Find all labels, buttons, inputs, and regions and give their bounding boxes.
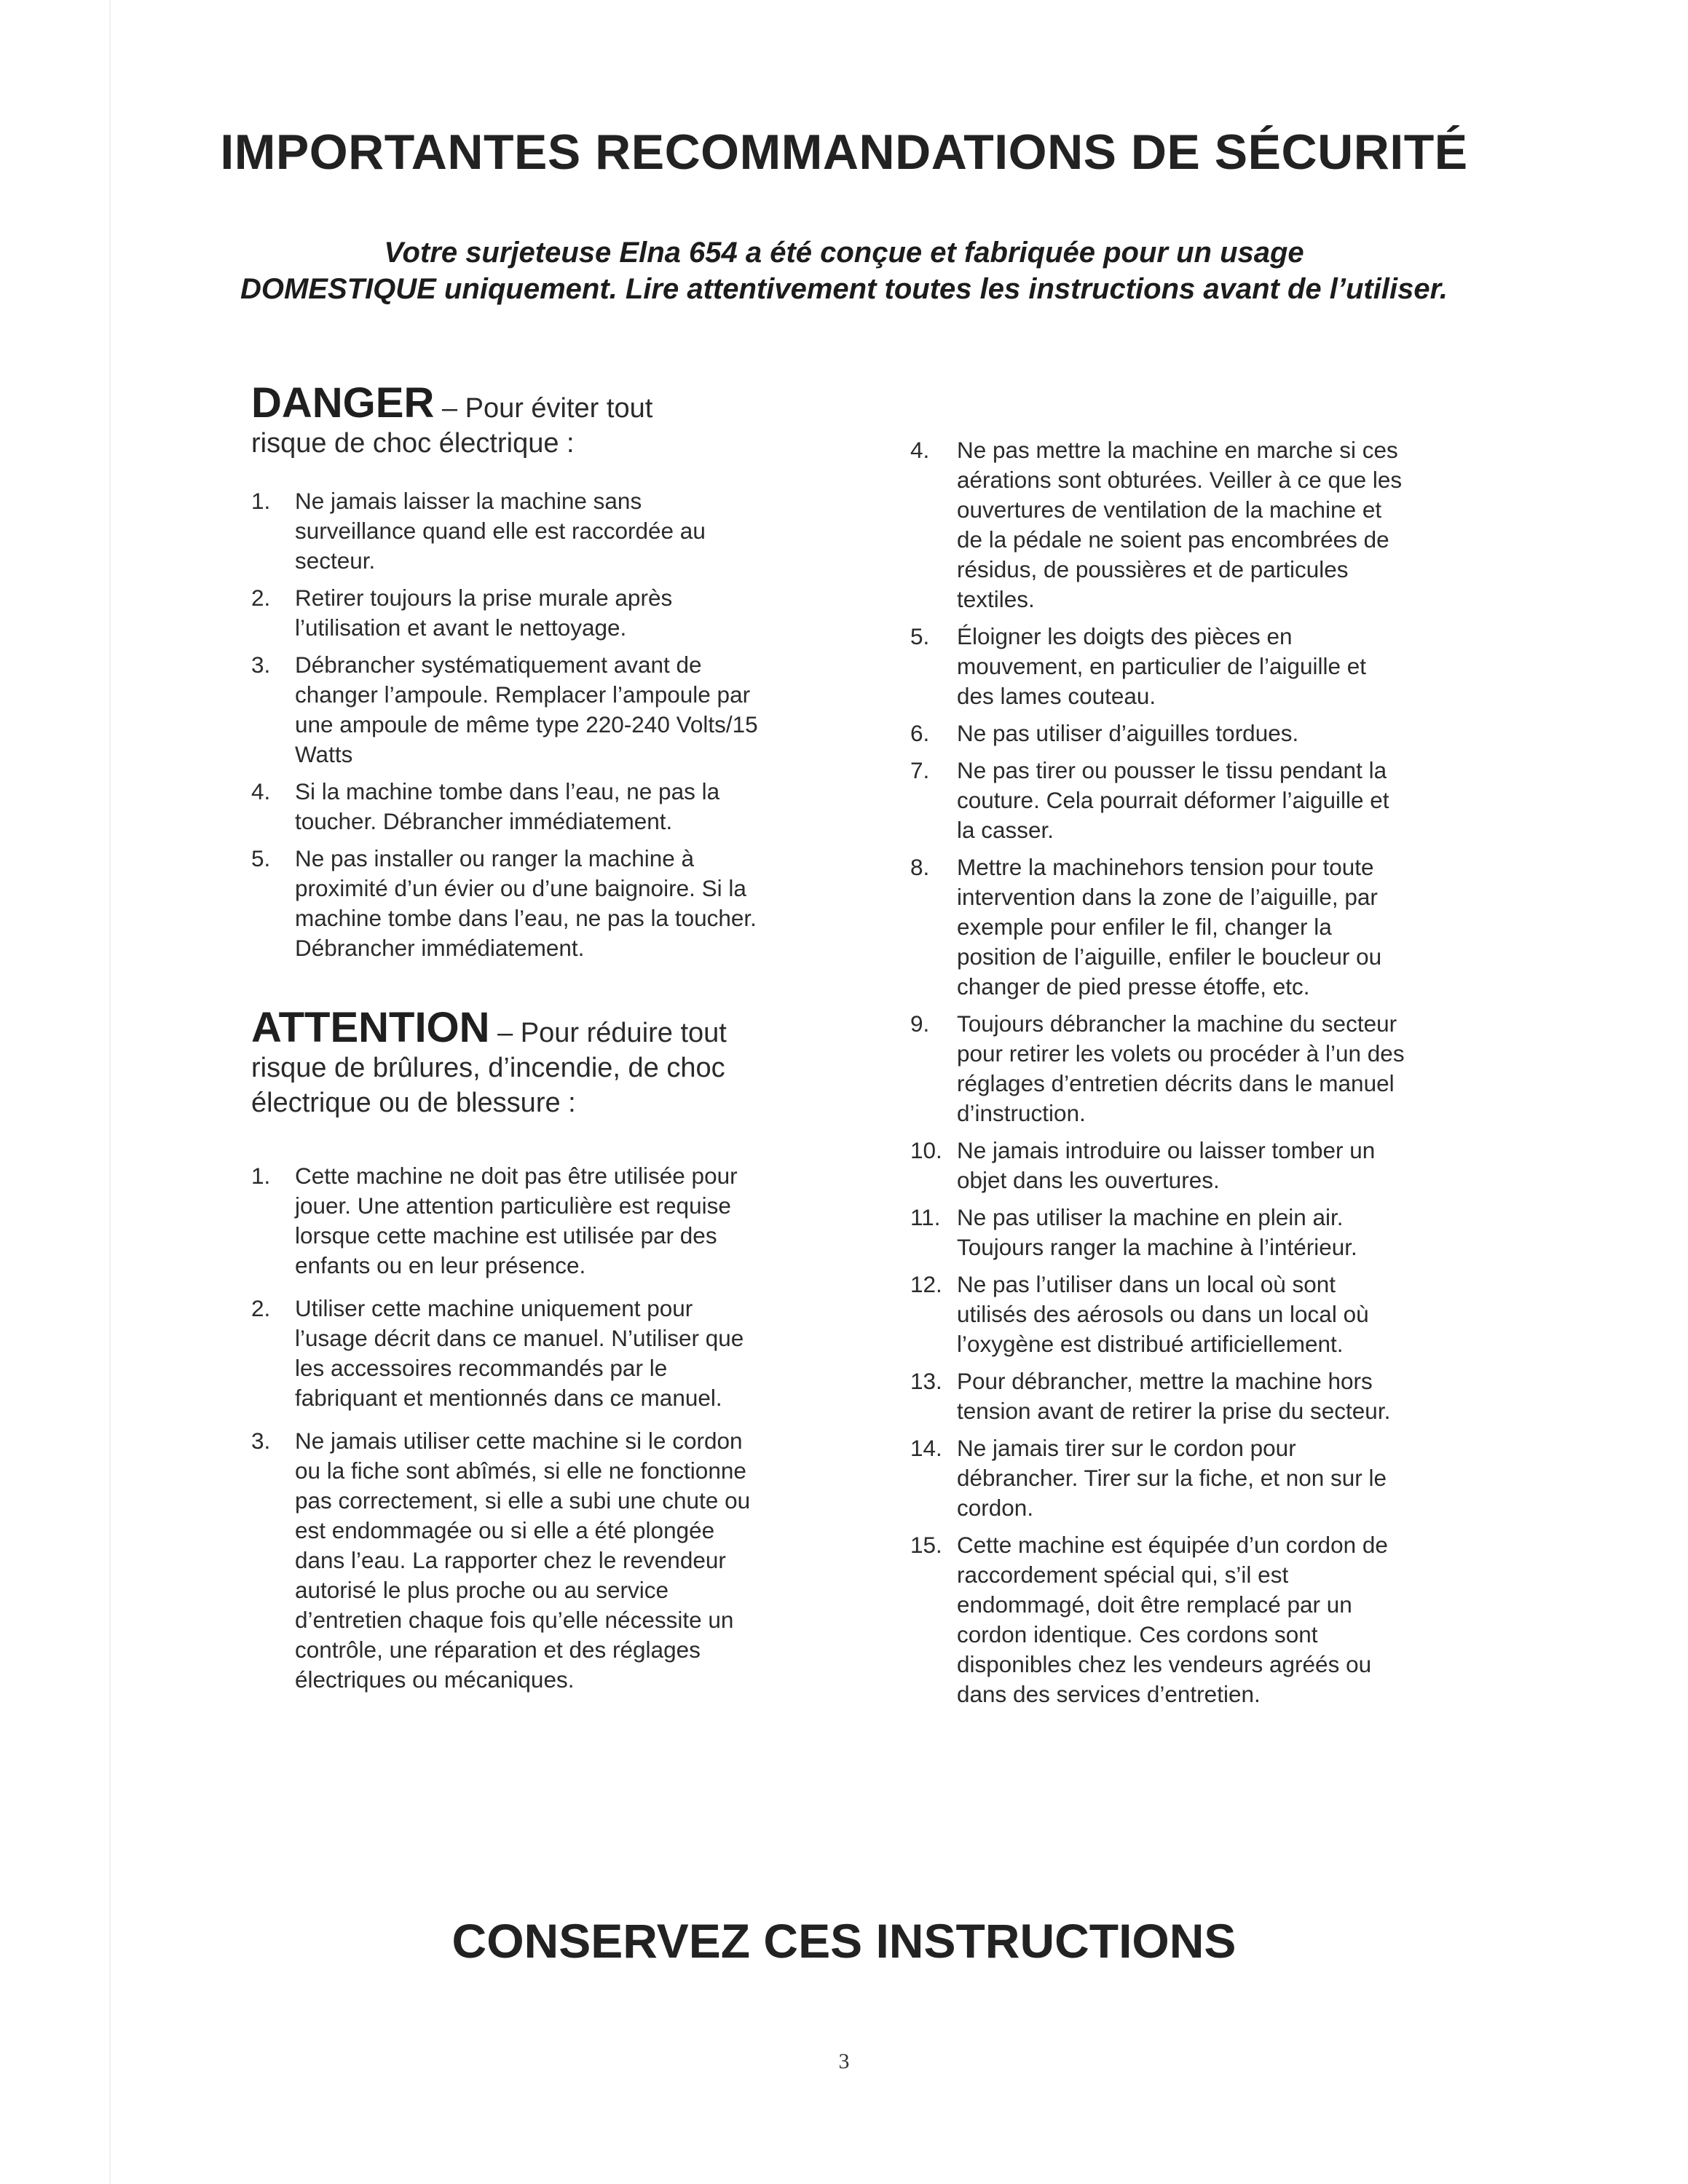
list-item: 13. Pour débrancher, mettre la machine hors tension avant de retirer la prise du secteur. xyxy=(910,1368,1391,1424)
danger-heading-line2: risque de choc électrique : xyxy=(251,428,575,459)
scan-edge xyxy=(109,0,111,2184)
attention-list xyxy=(251,1161,761,1702)
list-item: 15. Cette machine est équipée d’un cordon de raccordement spécial qui, s’il est endommagé, doit être remplacé par un cordon identique. Ces cordons sont disponibles chez les vendeurs agréés ou dans des services d’entretien. xyxy=(910,1532,1388,1707)
list-item: 6. Ne pas utiliser d’aiguilles tordues. xyxy=(910,720,1299,746)
danger-heading xyxy=(251,379,805,461)
list-item: 2. Retirer toujours la prise murale après l’utilisation et avant le nettoyage. xyxy=(251,585,673,641)
list-item: 8. Mettre la machinehors tension pour toute intervention dans la zone de l’aiguille, par exemple pour enfiler le fil, changer la position de l’aiguille, enfiler le boucleur ou changer de pied presse étoffe, etc. xyxy=(910,854,1382,1000)
page-number: 3 xyxy=(838,2049,850,2073)
danger-word: DANGER xyxy=(251,379,435,427)
list-item: 14. Ne jamais tirer sur le cordon pour débrancher. Tirer sur la fiche, et non sur le cordon. xyxy=(910,1435,1387,1521)
list-item: 3. Ne jamais utiliser cette machine si le cordon ou la fiche sont abîmés, si elle ne fonctionne pas correctement, si elle a subi une chute ou est endommagée ou si elle a été plongée dans l’eau. La rapporter chez le revendeur autorisé le plus proche ou au service d’entretien chaque fois qu’elle nécessite un contrôle, une réparation et des réglages électriques ou mécaniques. xyxy=(251,1428,751,1693)
list-item: 9. Toujours débrancher la machine du secteur pour retirer les volets ou procéder à l’un des réglages d’entretien décrits dans le manuel d’instruction. xyxy=(910,1010,1405,1126)
list-item: 4. Si la machine tombe dans l’eau, ne pas la toucher. Débrancher immédiatement. xyxy=(251,778,720,834)
intro-line-1: Votre surjeteuse Elna 654 a été conçue et fabriquée pour un usage xyxy=(384,237,1304,269)
attention-heading-line3: électrique ou de blessure : xyxy=(251,1088,576,1118)
list-item: 10. Ne jamais introduire ou laisser tomber un objet dans les ouvertures. xyxy=(910,1137,1376,1193)
list-item: 7. Ne pas tirer ou pousser le tissu pendant la couture. Cela pourrait déformer l’aiguille et la casser. xyxy=(910,757,1389,843)
list-item: 1. Ne jamais laisser la machine sans surveillance quand elle est raccordée au secteur. xyxy=(251,488,706,574)
attention-word: ATTENTION xyxy=(251,1004,490,1051)
list-item: 3. Débrancher systématiquement avant de changer l’ampoule. Remplacer l’ampoule par une ampoule de même type 220-240 Volts/15 Watts xyxy=(251,652,758,767)
list-item: 5. Éloigner les doigts des pièces en mouvement, en particulier de l’aiguille et des lames couteau. xyxy=(910,623,1367,709)
danger-heading-rest: – Pour éviter tout xyxy=(434,393,653,424)
list-item: 12. Ne pas l’utiliser dans un local où sont utilisés des aérosols ou dans un local où l’oxygène est distribué artificiellement. xyxy=(910,1271,1369,1357)
right-list xyxy=(910,435,1405,1717)
list-item: 11. Ne pas utiliser la machine en plein air. Toujours ranger la machine à l’intérieur. xyxy=(910,1204,1357,1260)
attention-heading xyxy=(251,1004,805,1120)
list-item: 4. Ne pas mettre la machine en marche si ces aérations sont obturées. Veiller à ce que les ouvertures de ventilation de la machine et de la pédale ne soient pas encombrées de résidus, de poussières et de particules textiles. xyxy=(910,437,1403,612)
intro-line-2: DOMESTIQUE uniquement. Lire attentivement toutes les instructions avant de l’utiliser. xyxy=(240,273,1448,305)
attention-heading-rest: – Pour réduire tout xyxy=(489,1018,727,1048)
list-item: 1. Cette machine ne doit pas être utilisée pour jouer. Une attention particulière est requise lorsque cette machine est utilisée par des enfants ou en leur présence. xyxy=(251,1163,738,1278)
danger-list xyxy=(251,486,761,970)
intro-text xyxy=(0,234,1688,307)
attention-heading-line2: risque de brûlures, d’incendie, de choc xyxy=(251,1053,725,1083)
footer-title: CONSERVEZ CES INSTRUCTIONS xyxy=(451,1914,1237,1968)
list-item: 2. Utiliser cette machine uniquement pour l’usage décrit dans ce manuel. N’utiliser que les accessoires recommandés par le fabriquant et mentionnés dans ce manuel. xyxy=(251,1295,744,1411)
list-item: 5. Ne pas installer ou ranger la machine à proximité d’un évier ou d’une baignoire. Si la machine tombe dans l’eau, ne pas la toucher. Débrancher immédiatement. xyxy=(251,845,757,961)
page-title: IMPORTANTES RECOMMANDATIONS DE SÉCURITÉ xyxy=(220,124,1468,180)
